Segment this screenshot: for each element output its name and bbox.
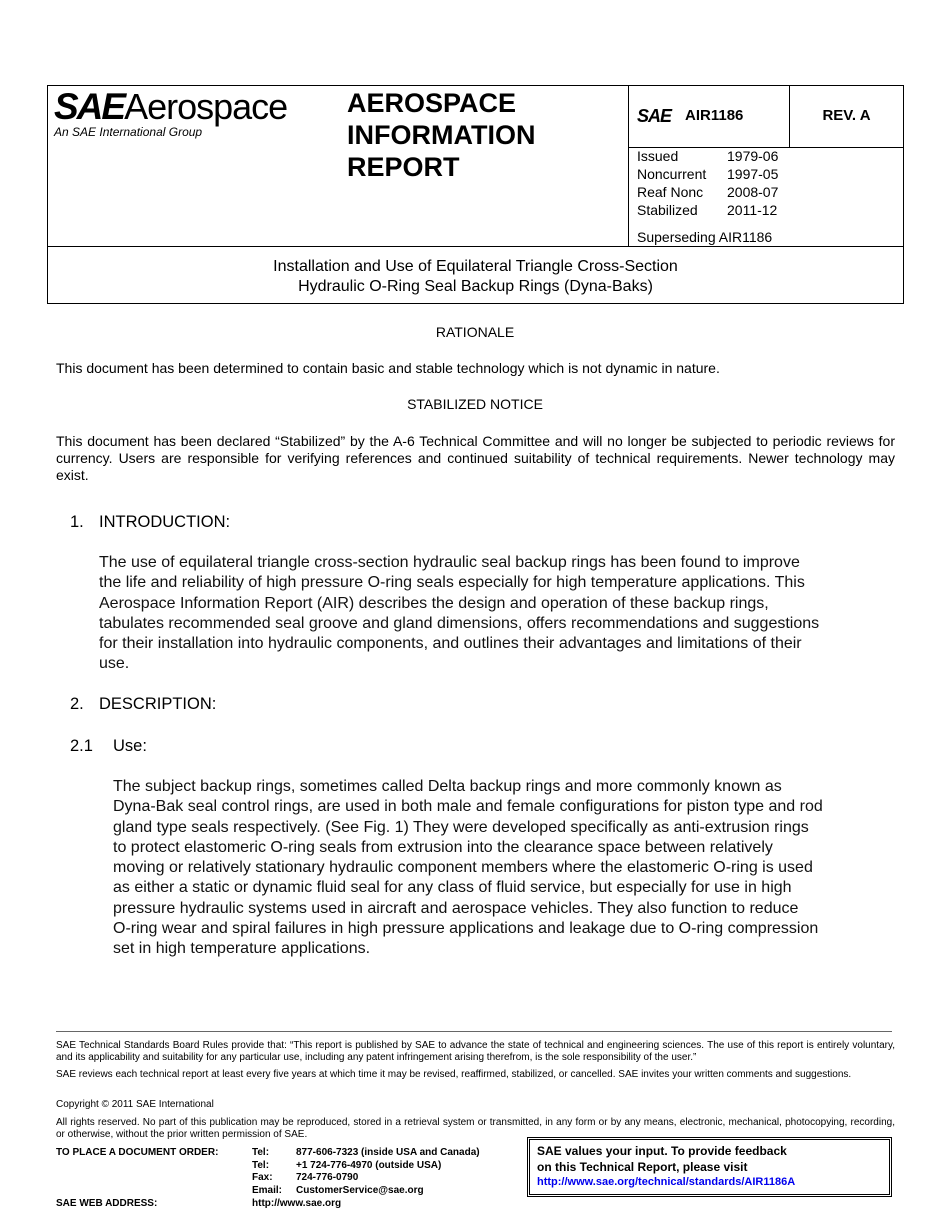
contact-tel-domestic: Tel: 877-606-7323 (inside USA and Canada): [252, 1147, 480, 1158]
web-address-label: SAE WEB ADDRESS:: [56, 1198, 158, 1209]
document-number: AIR1186: [685, 107, 744, 124]
divider: [628, 86, 629, 247]
footer-rights: All rights reserved. No part of this publication may be reproduced, stored in a retrieval system or transmitted, in any form or by any means, electronic, mechanical, photocopying, recording, or otherwise, without the prior written permission of SAE.: [56, 1117, 895, 1140]
date-list: [637, 147, 778, 219]
sae-aerospace-logo: SAEAerospace: [54, 86, 288, 127]
feedback-text-line-1: SAE values your input. To provide feedback: [537, 1144, 787, 1158]
section-2-title: DESCRIPTION:: [99, 695, 217, 713]
feedback-link[interactable]: http://www.sae.org/technical/standards/AIR1186A: [537, 1176, 796, 1188]
section-1-title: INTRODUCTION:: [99, 513, 231, 531]
feedback-text-line-2: on this Technical Report, please visit: [537, 1160, 748, 1174]
web-address: http://www.sae.org: [252, 1198, 342, 1209]
section-2-1-title: Use:: [113, 737, 147, 755]
date-row-stabilized: Stabilized 2011-12: [637, 202, 778, 218]
section-2-1-number: 2.1: [70, 737, 93, 755]
logo-subtitle: An SAE International Group: [54, 125, 203, 139]
divider: [48, 246, 904, 247]
footer-copyright: Copyright © 2011 SAE International: [56, 1099, 214, 1110]
contact-email: Email: CustomerService@sae.org: [252, 1184, 424, 1196]
section-2-1-body: The subject backup rings, sometimes called Delta backup rings and more commonly known as Dyna-Bak seal control rings, are used in both male and female configurations for piston type and rod gland type seals respectively. (See Fig. 1) They were developed specifically as anti-extrusion rings to protect elastomeric O-ring seals from extrusion into the clearance space between relatively moving or relatively stationary hydraulic component members where the elastomeric O-ring is used as either a static or dynamic fluid seal for any class of fluid service, but especially for use in high pressure hydraulic systems used in aircraft and aerospace vehicles. They also function to reduce O-ring wear and spiral failures in high pressure applications and leakage due to O-ring compression set in high temperature applications.: [113, 778, 823, 958]
contact-fax: Fax: 724-776-0790: [252, 1172, 359, 1183]
footer-review-notice: SAE reviews each technical report at least every five years at which time it may be revised, reaffirmed, stabilized, or cancelled. SAE invites your written comments and suggestions.: [56, 1069, 852, 1080]
contact-tel-international: Tel: +1 724-776-4970 (outside USA): [252, 1159, 442, 1171]
footer-board-rules: SAE Technical Standards Board Rules provide that: “This report is published by SAE to advance the state of technical and engineering sciences. The use of this report is entirely voluntary, and its applicability and suitability for any particular use, including any patent infringement arising therefrom, is the sole responsibility of the user.”: [56, 1040, 895, 1063]
document-title: Installation and Use of Equilateral Triangle Cross-Section Hydraulic O-Ring Seal Backup Rings (Dyna-Baks): [273, 258, 678, 295]
footer-divider: [56, 1031, 892, 1032]
revision: REV. A: [822, 107, 871, 124]
date-row-reaf-nonc: Reaf Nonc 2008-07: [637, 184, 779, 200]
sae-mark-logo: SAE: [637, 106, 672, 126]
stabilized-notice-text: This document has been declared “Stabilized” by the A-6 Technical Committee and will no longer be subjected to periodic reviews for currency. Users are responsible for verifying references and continued suitability of technical requirements. Newer technology may exist.: [56, 433, 895, 483]
contact-list: [252, 1147, 480, 1197]
section-1-body: The use of equilateral triangle cross-section hydraulic seal backup rings has been found to improve the life and reliability of high pressure O-ring seals especially for high temperature applications. This Aerospace Information Report (AIR) describes the design and operation of these backup rings, tabulates recommended seal groove and gland dimensions, offers recommendations and suggestions for their installation into hydraulic components, and outlines their advantages and limitations of their use.: [99, 554, 820, 673]
feedback-box: [527, 1137, 892, 1197]
stabilized-notice-heading: STABILIZED NOTICE: [407, 396, 543, 412]
rationale-text: This document has been determined to contain basic and stable technology which is not dynamic in nature.: [56, 360, 720, 376]
report-type-title: AEROSPACE INFORMATION REPORT: [347, 88, 536, 182]
section-1-number: 1.: [70, 513, 84, 531]
date-row-noncurrent: Noncurrent 1997-05: [637, 166, 779, 182]
rationale-heading: RATIONALE: [435, 324, 515, 340]
section-2-number: 2.: [70, 695, 84, 713]
date-row-issued: Issued 1979-06: [637, 148, 779, 164]
superseding: Superseding AIR1186: [637, 229, 773, 245]
order-label: TO PLACE A DOCUMENT ORDER:: [56, 1147, 219, 1158]
